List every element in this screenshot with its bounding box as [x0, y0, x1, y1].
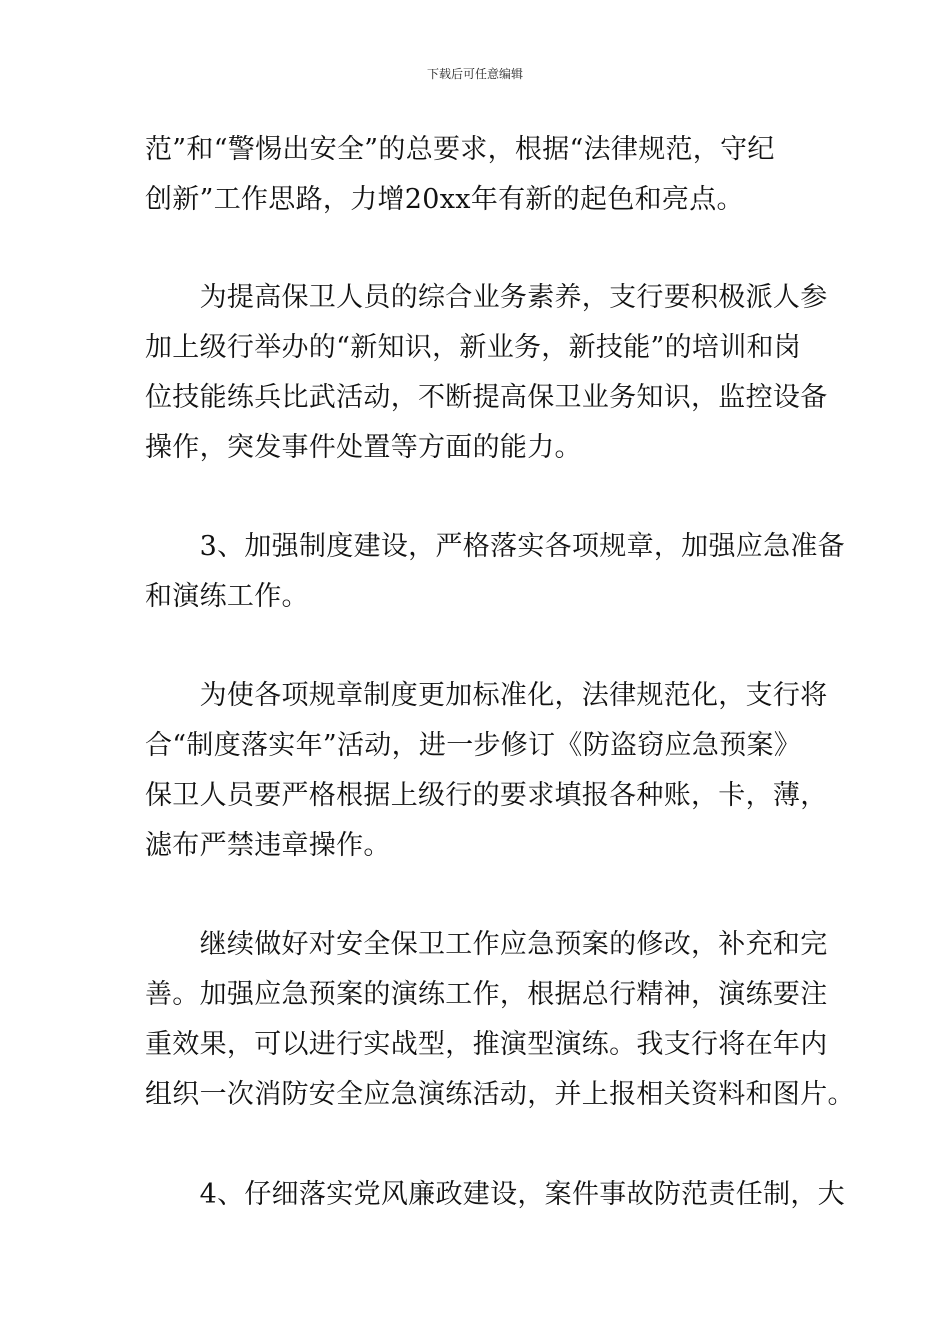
paragraph-line: 滤布严禁违章操作。	[145, 830, 391, 861]
paragraph-line: 加上级行举办的“新知识，新业务，新技能”的培训和岗	[145, 332, 802, 363]
page-header-note: 下载后可任意编辑	[426, 67, 523, 81]
paragraph-6	[145, 1170, 845, 1220]
paragraph-line: 操作，突发事件处置等方面的能力。	[145, 432, 582, 463]
paragraph-line: 重效果，可以进行实战型，推演型演练。我支行将在年内	[145, 1029, 828, 1060]
paragraph-line: 为使各项规章制度更加标准化，法律规范化，支行将	[145, 680, 828, 711]
paragraph-line: 保卫人员要严格根据上级行的要求填报各种账，卡，薄，	[145, 780, 828, 811]
paragraph-line: 组织一次消防安全应急演练活动，并上报相关资料和图片。	[145, 1079, 855, 1110]
paragraph-line: 3、加强制度建设，严格落实各项规章，加强应急准备	[145, 531, 845, 562]
paragraph-line: 为提高保卫人员的综合业务素养，支行要积极派人参	[145, 282, 828, 313]
paragraph-5	[145, 920, 855, 1120]
paragraph-line: 善。加强应急预案的演练工作，根据总行精神，演练要注	[145, 979, 828, 1010]
paragraph-line: 和演练工作。	[145, 581, 309, 612]
paragraph-4	[145, 671, 828, 871]
paragraph-line: 合“制度落实年”活动，进一步修订《防盗窃应急预案》	[145, 730, 802, 761]
paragraph-line: 范”和“警惕出安全”的总要求，根据“法律规范，守纪	[145, 134, 775, 165]
paragraph-line: 4、仔细落实党风廉政建设，案件事故防范责任制，大	[145, 1179, 845, 1210]
paragraph-line: 创新”工作思路，力增20xx年有新的起色和亮点。	[145, 184, 744, 215]
paragraph-line: 位技能练兵比武活动，不断提高保卫业务知识，监控设备	[145, 382, 828, 413]
paragraph-3	[145, 522, 845, 622]
paragraph-line: 继续做好对安全保卫工作应急预案的修改，补充和完	[145, 929, 828, 960]
paragraph-1	[145, 125, 810, 225]
paragraph-2	[145, 273, 828, 473]
